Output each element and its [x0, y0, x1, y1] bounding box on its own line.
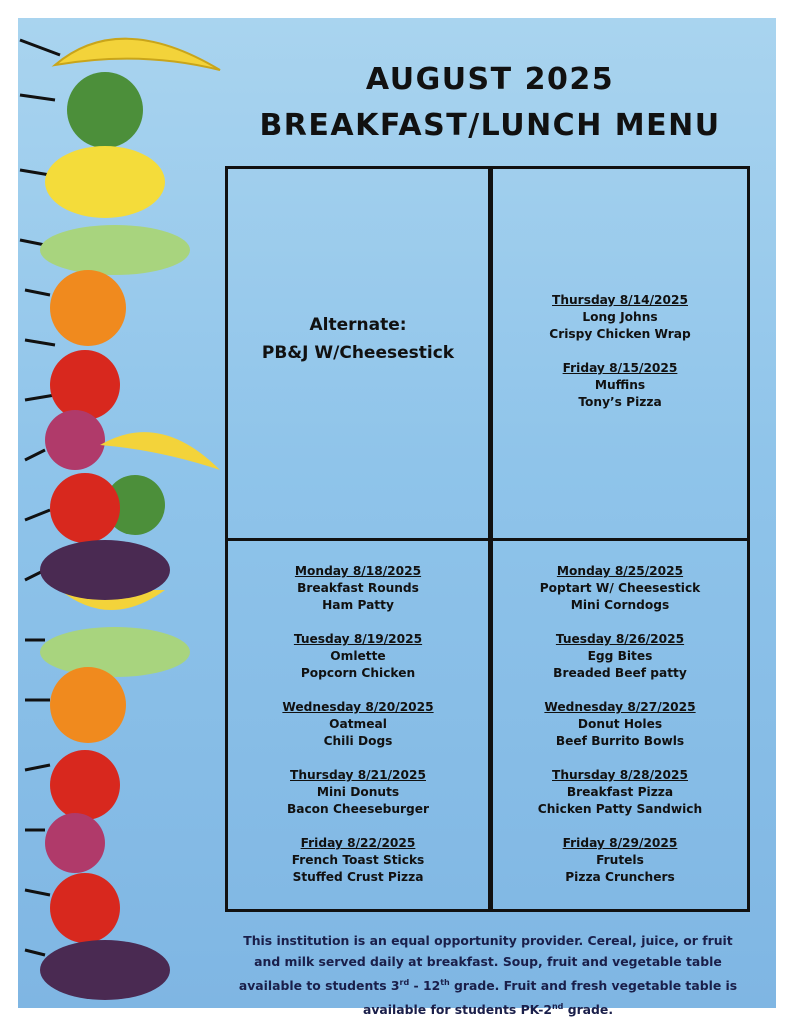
footer-sup: nd: [551, 1002, 564, 1012]
lunch-item: Breaded Beef patty: [553, 666, 687, 680]
menu-date: Friday 8/22/2025: [300, 836, 416, 850]
menu-box-week3: [490, 538, 750, 912]
lunch-item: Beef Burrito Bowls: [555, 734, 685, 748]
breakfast-item: Oatmeal: [329, 717, 387, 731]
lunch-item: Mini Corndogs: [570, 598, 670, 612]
menu-date: Thursday 8/28/2025: [552, 768, 688, 782]
menu-date: Tuesday 8/19/2025: [293, 632, 423, 646]
lunch-item: Chicken Patty Sandwich: [537, 802, 703, 816]
menu-day: [228, 767, 488, 818]
lunch-item: Tony’s Pizza: [578, 395, 662, 409]
beet-icon: [45, 410, 105, 470]
breakfast-item: Omlette: [330, 649, 386, 663]
breakfast-item: Mini Donuts: [316, 785, 400, 799]
menu-date: Friday 8/29/2025: [562, 836, 678, 850]
orange-icon: [50, 270, 126, 346]
menu-date: Monday 8/25/2025: [556, 564, 684, 578]
vegetable-border: [0, 0, 240, 1024]
menu-box-week2: [225, 538, 491, 912]
menu-date: Wednesday 8/20/2025: [282, 700, 434, 714]
footer-sup: th: [440, 978, 450, 987]
menu-day: [493, 563, 747, 614]
menu-day: [228, 563, 488, 614]
lunch-item: Bacon Cheeseburger: [286, 802, 430, 816]
menu-date: Wednesday 8/27/2025: [544, 700, 696, 714]
menu-day: [493, 699, 747, 750]
lunch-item: Stuffed Crust Pizza: [292, 870, 424, 884]
menu-day: [493, 360, 747, 411]
alternate-label: Alternate:: [309, 315, 407, 335]
apple-icon: [50, 350, 120, 420]
footer-text: grade. Fruit and fresh vegetable table is available for students PK-2: [362, 978, 738, 1018]
lunch-item: Pizza Crunchers: [565, 870, 675, 884]
lunch-item: Crispy Chicken Wrap: [549, 327, 691, 341]
menu-day: [493, 292, 747, 343]
breakfast-item: French Toast Sticks: [291, 853, 425, 867]
banana-icon: [55, 39, 220, 70]
menu-day: [228, 631, 488, 682]
menu-day: [228, 835, 488, 886]
lunch-item: Popcorn Chicken: [300, 666, 416, 680]
menu-date: Thursday 8/21/2025: [290, 768, 426, 782]
lemon-icon: [45, 146, 165, 218]
footer-text: grade.: [563, 1002, 614, 1018]
breakfast-item: Long Johns: [582, 310, 658, 324]
menu-day: [228, 699, 488, 750]
breakfast-item: Breakfast Pizza: [566, 785, 674, 799]
menu-box-week1: [490, 166, 750, 541]
cucumber-icon: [40, 225, 190, 275]
menu-box-alternate: [225, 166, 491, 541]
footer-text: - 12: [409, 978, 441, 994]
footer-sup: rd: [399, 978, 410, 987]
footer-text: This institution is an equal opportunity provider. Cereal, juice, or fruit and milk served daily at breakfast. Soup, fruit and vegetable table available to students 3: [238, 933, 733, 994]
menu-title: BREAKFAST/LUNCH MENU: [259, 108, 721, 143]
menu-day: [493, 835, 747, 886]
alternate-item: PB&J W/Cheesestick: [261, 343, 455, 363]
lunch-item: Ham Patty: [322, 598, 394, 612]
menu-date: Tuesday 8/26/2025: [555, 632, 685, 646]
menu-date: Monday 8/18/2025: [294, 564, 422, 578]
menu-date: Friday 8/15/2025: [562, 361, 678, 375]
breakfast-item: Egg Bites: [587, 649, 653, 663]
eggplant-icon: [40, 540, 170, 600]
breakfast-item: Donut Holes: [577, 717, 663, 731]
lunch-item: Chili Dogs: [323, 734, 393, 748]
footer-disclaimer: [232, 930, 744, 1020]
menu-month-title: AUGUST 2025: [365, 62, 615, 97]
menu-day: [493, 631, 747, 682]
breakfast-item: Poptart W/ Cheesestick: [539, 581, 701, 595]
broccoli-icon: [67, 72, 143, 148]
breakfast-item: Breakfast Rounds: [297, 581, 419, 595]
breakfast-item: Muffins: [594, 378, 646, 392]
menu-day: [493, 767, 747, 818]
menu-date: Thursday 8/14/2025: [552, 293, 688, 307]
breakfast-item: Frutels: [596, 853, 644, 867]
